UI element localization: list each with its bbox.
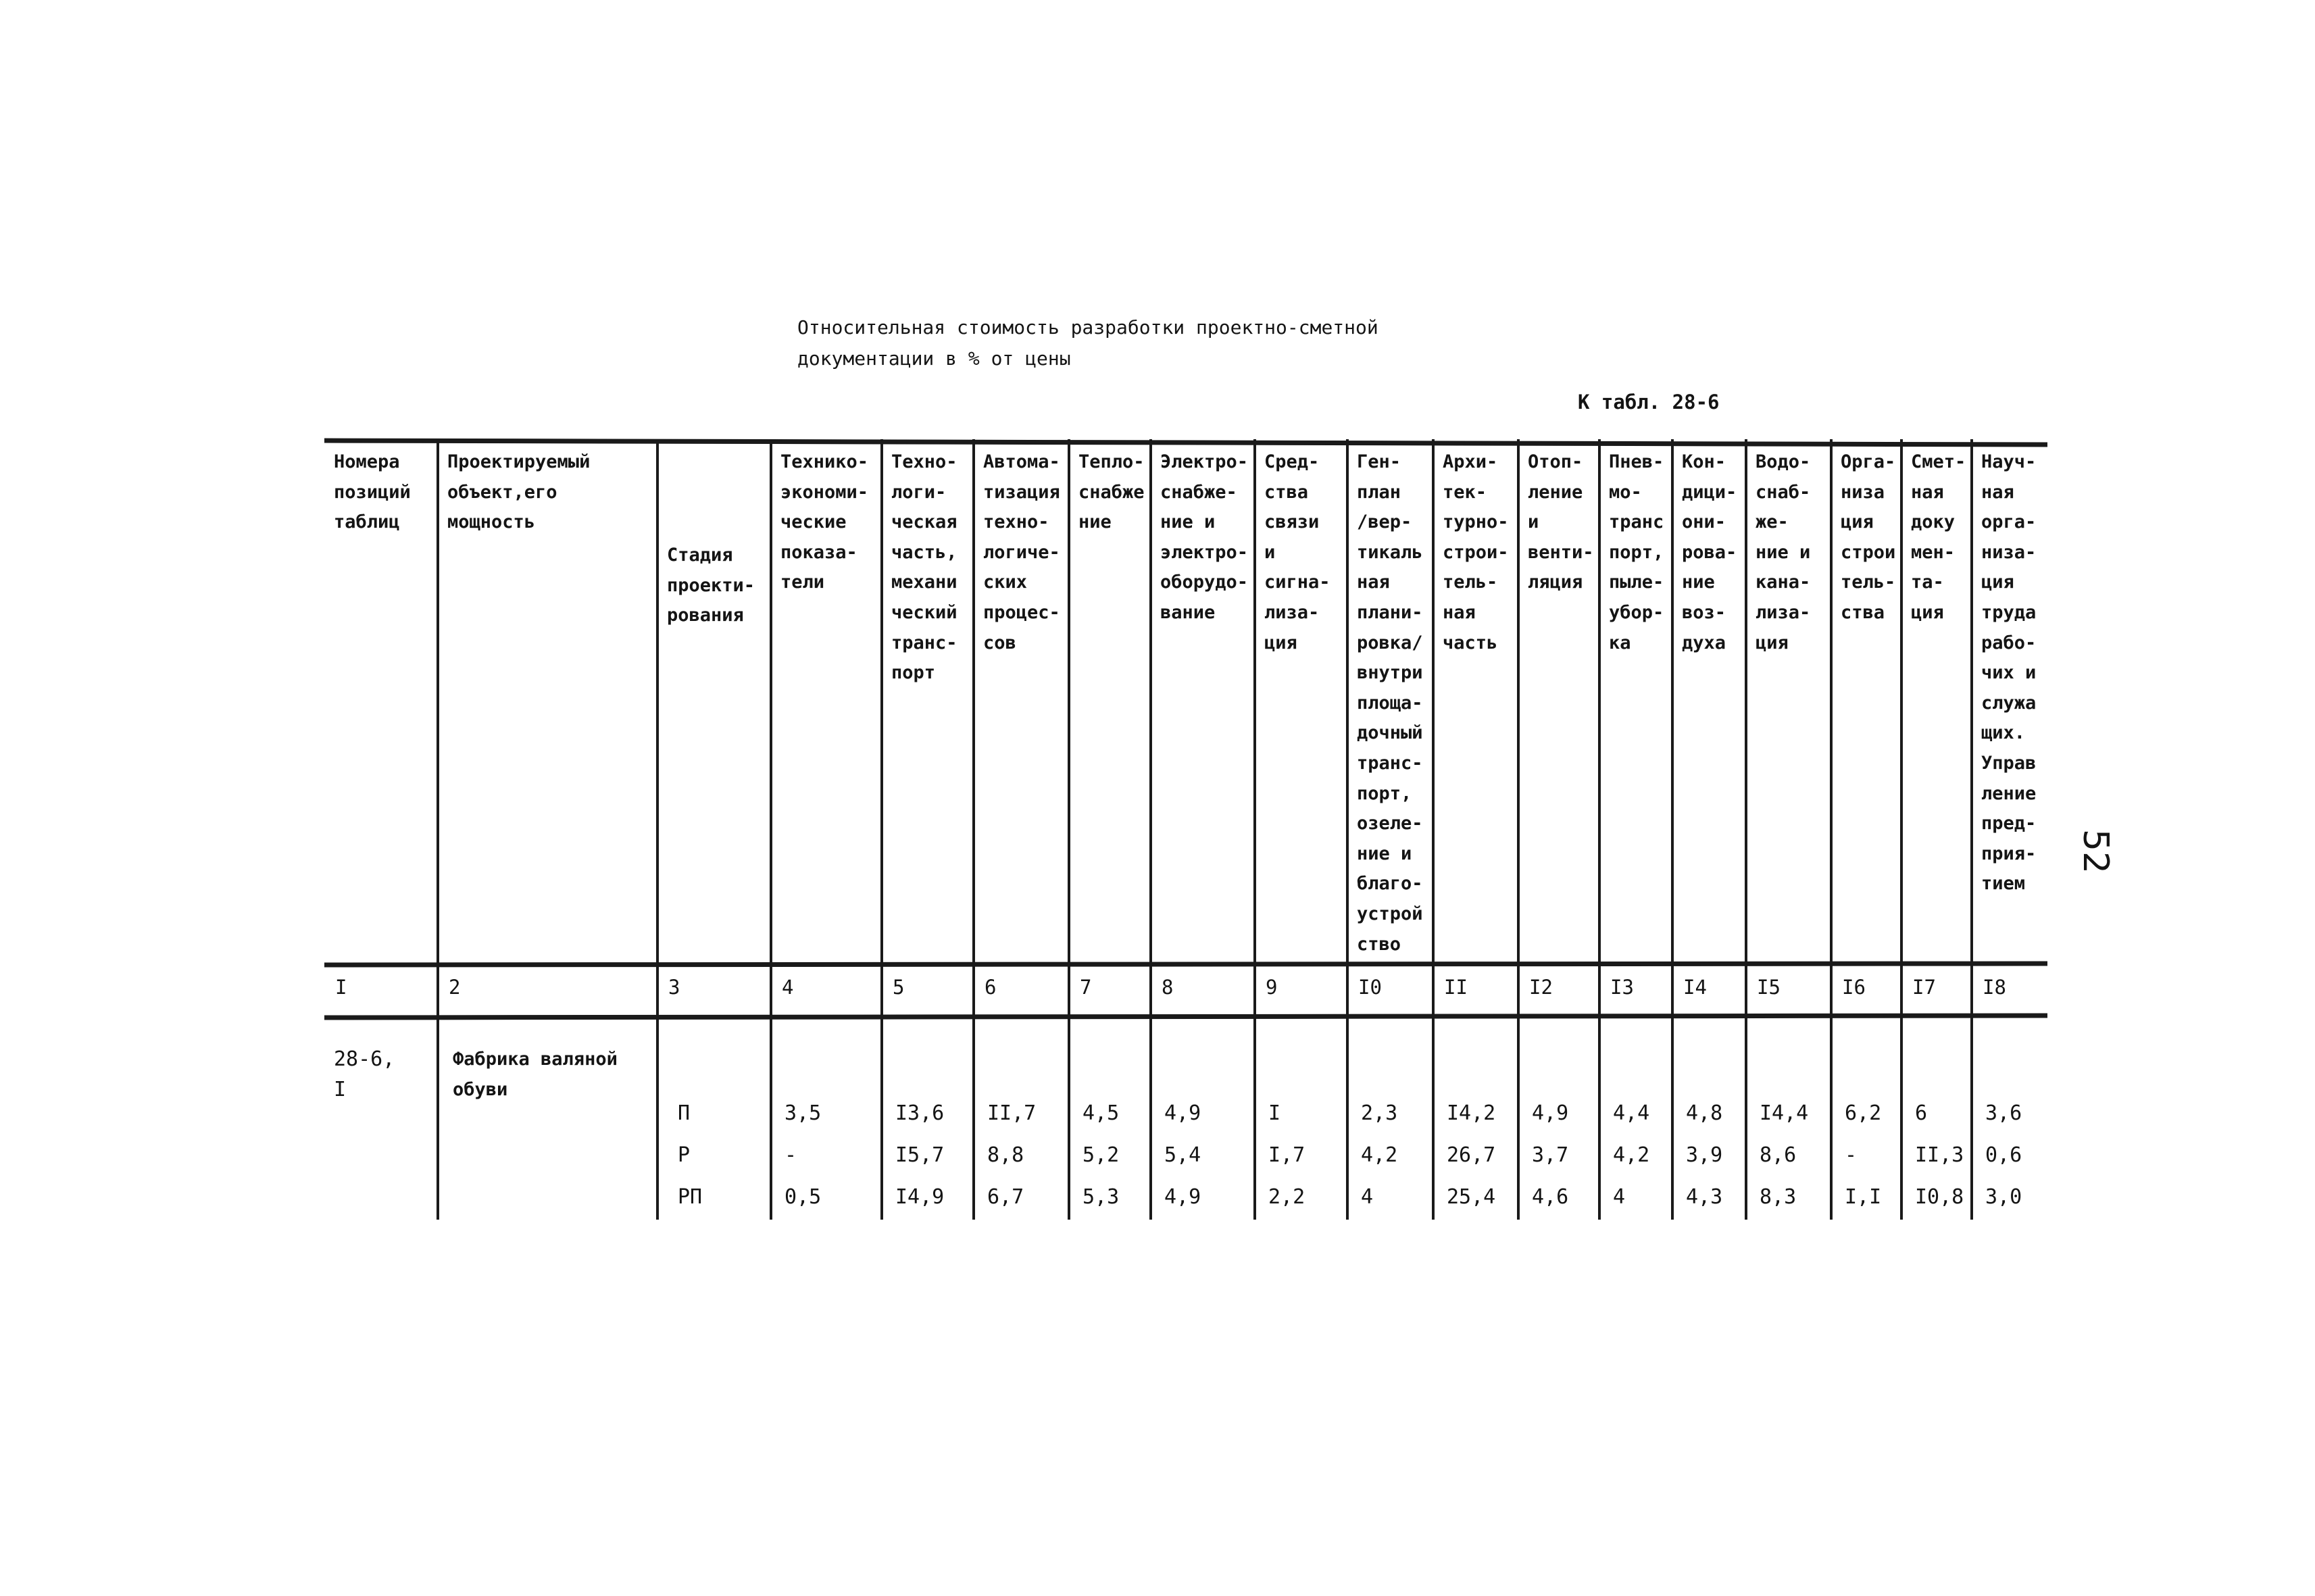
- stage-cell: РП: [678, 1185, 703, 1209]
- value-cell: 4,4: [1613, 1101, 1650, 1125]
- header-cell: Архи- тек- турно- строи- тель- ная часть: [1443, 451, 1509, 653]
- document-title: Относительная стоимость разработки проектно-сметной документации в % от цены: [797, 316, 1378, 370]
- value-cell: I: [1268, 1101, 1281, 1125]
- value-cell: 2,3: [1361, 1101, 1398, 1125]
- value-cell: 3,0: [1985, 1185, 2022, 1209]
- value-cell: 5,2: [1082, 1143, 1120, 1167]
- column-number: 5: [893, 976, 905, 999]
- header-cell: Технико- экономи- ческие показа- тели: [780, 451, 869, 593]
- value-cell: I4,2: [1447, 1101, 1496, 1125]
- column-number: II: [1444, 976, 1468, 999]
- header-cell: Сред- ства связи и сигна- лиза- ция: [1264, 451, 1330, 653]
- value-cell: 4,3: [1686, 1185, 1723, 1209]
- value-cell: 4,9: [1164, 1185, 1201, 1209]
- header-cell: Стадия проекти- рования: [667, 545, 755, 626]
- value-cell: 3,7: [1532, 1143, 1569, 1167]
- value-cell: 4,9: [1164, 1101, 1201, 1125]
- value-cell: II,3: [1915, 1143, 1964, 1167]
- value-cell: I4,4: [1760, 1101, 1809, 1125]
- stage-cell: Р: [678, 1143, 691, 1167]
- header-cell: Тепло- снабже ние: [1078, 451, 1145, 533]
- column-number: I8: [1983, 976, 2006, 999]
- header-cell: Пнев- мо- транс порт, пыле- убор- ка: [1609, 451, 1664, 653]
- value-cell: 2,2: [1268, 1185, 1305, 1209]
- value-cell: 26,7: [1447, 1143, 1496, 1167]
- column-number: 8: [1162, 976, 1174, 999]
- column-number: I: [335, 976, 347, 999]
- header-cell: Автома- тизация техно- логиче- ских процес- сов: [983, 451, 1060, 653]
- value-cell: 8,3: [1760, 1185, 1797, 1209]
- column-number: I6: [1842, 976, 1866, 999]
- column-number: 4: [782, 976, 794, 999]
- column-number: 6: [985, 976, 997, 999]
- value-cell: 3,9: [1686, 1143, 1723, 1167]
- value-cell: 5,3: [1082, 1185, 1120, 1209]
- value-cell: 4,2: [1361, 1143, 1398, 1167]
- header-cell: Номера позиций таблиц: [334, 451, 411, 533]
- value-cell: 4,5: [1082, 1101, 1120, 1125]
- column-number: I0: [1358, 976, 1382, 999]
- value-cell: 6: [1915, 1101, 1928, 1125]
- header-cell: Техно- логи- ческая часть, механи ческий транс- порт: [891, 451, 957, 684]
- stage-cell: П: [678, 1101, 691, 1125]
- value-cell: 4: [1361, 1185, 1374, 1209]
- header-cell: Науч- ная орга- низа- ция труда рабо- чих и служа щих. Управ ление пред- прия- тием: [1981, 451, 2037, 895]
- header-cell: Водо- снаб- же- ние и кана- лиза- ция: [1756, 451, 1811, 653]
- value-cell: I3,6: [895, 1101, 945, 1125]
- value-cell: 4,2: [1613, 1143, 1650, 1167]
- value-cell: I5,7: [895, 1143, 945, 1167]
- header-cell: Кон- дици- они- рова- ние воз- духа: [1682, 451, 1737, 653]
- column-number: 2: [449, 976, 461, 999]
- value-cell: 3,5: [785, 1101, 822, 1125]
- value-cell: 25,4: [1447, 1185, 1496, 1209]
- value-cell: 0,6: [1985, 1143, 2022, 1167]
- value-cell: 4,8: [1686, 1101, 1723, 1125]
- table-reference: К табл. 28-6: [1578, 391, 1720, 414]
- column-number: 3: [668, 976, 680, 999]
- value-cell: 5,4: [1164, 1143, 1201, 1167]
- value-cell: 8,8: [987, 1143, 1024, 1167]
- value-cell: 0,5: [785, 1185, 822, 1209]
- value-cell: 8,6: [1760, 1143, 1797, 1167]
- value-cell: 4: [1613, 1185, 1626, 1209]
- value-cell: I,7: [1268, 1143, 1305, 1167]
- row-object: Фабрика валяной обуви: [453, 1049, 618, 1100]
- header-cell: Смет- ная доку мен- та- ция: [1911, 451, 1966, 623]
- column-number: I7: [1912, 976, 1936, 999]
- header-cell: Проектируемый объект,его мощность: [447, 451, 591, 533]
- header-cell: Орга- низа ция строи тель- ства: [1841, 451, 1896, 623]
- value-cell: I,I: [1845, 1185, 1882, 1209]
- value-cell: I0,8: [1915, 1185, 1964, 1209]
- header-cell: Электро- снабже- ние и электро- оборудо- вание: [1160, 451, 1249, 623]
- value-cell: I4,9: [895, 1185, 945, 1209]
- column-number: I3: [1610, 976, 1634, 999]
- row-position: 28-6, I: [334, 1047, 395, 1101]
- value-cell: 6,7: [987, 1185, 1024, 1209]
- value-cell: 3,6: [1985, 1101, 2022, 1125]
- column-number: I5: [1757, 976, 1781, 999]
- page-number: 52: [2075, 828, 2116, 874]
- value-cell: 4,6: [1532, 1185, 1569, 1209]
- header-cell: Отоп- ление и венти- ляция: [1528, 451, 1594, 593]
- value-cell: II,7: [987, 1101, 1037, 1125]
- column-number: I4: [1683, 976, 1707, 999]
- value-cell: -: [785, 1143, 797, 1167]
- column-number: 7: [1080, 976, 1092, 999]
- value-cell: -: [1845, 1143, 1858, 1167]
- column-number: I2: [1529, 976, 1553, 999]
- value-cell: 6,2: [1845, 1101, 1882, 1125]
- header-cell: Ген- план /вер- тикаль ная плани- ровка/ внутри площа- дочный транс- порт, озеле- ние и благо- устрой ство: [1357, 451, 1423, 955]
- column-number: 9: [1266, 976, 1278, 999]
- value-cell: 4,9: [1532, 1101, 1569, 1125]
